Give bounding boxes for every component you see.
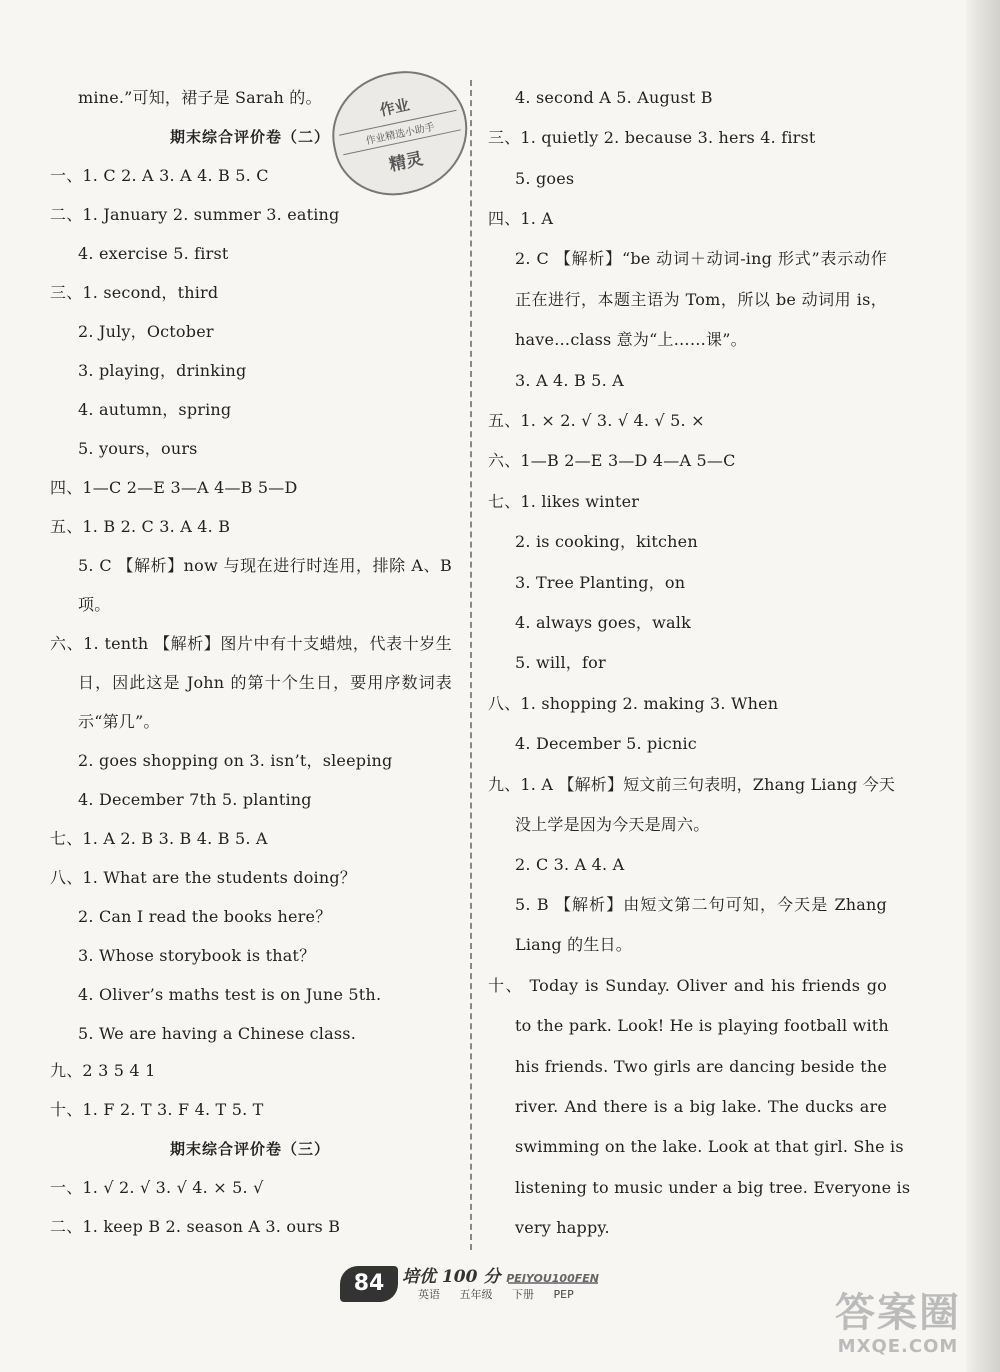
answer-line: 5. yours，ours <box>78 439 198 458</box>
stamp-line-3: 精灵 <box>387 149 425 176</box>
answer-line: 2. is cooking，kitchen <box>515 532 698 551</box>
answer-line: 4. December 5. picnic <box>515 734 697 753</box>
answer-line: 4. always goes，walk <box>515 613 691 632</box>
answer-line: 5. goes <box>515 169 575 188</box>
answer-line: 二、1. keep B 2. season A 3. ours B <box>50 1217 341 1236</box>
stamp-line-2: 作业精选小助手 <box>339 110 461 155</box>
answer-line: 四、1. A <box>488 209 554 228</box>
answer-line: 2. Can I read the books here？ <box>78 907 332 926</box>
answer-line: 5. We are having a Chinese class. <box>78 1024 356 1043</box>
book-info <box>418 1286 590 1302</box>
answer-line: 三、1. second，third <box>50 283 219 302</box>
column-divider <box>470 80 472 1250</box>
answer-line: 七、1. likes winter <box>488 492 640 511</box>
answer-line: 3. A 4. B 5. A <box>515 371 624 390</box>
answer-line: 4. December 7th 5. planting <box>78 790 312 809</box>
answer-line: 4. exercise 5. first <box>78 244 229 263</box>
grade-label: 五年级 <box>459 1288 493 1301</box>
answer-line: 项。 <box>78 595 111 614</box>
answer-line: 十、 Today is Sunday. Oliver and his friends go <box>488 976 887 995</box>
page-edge-shadow <box>966 0 1000 1372</box>
answer-line: 5. will，for <box>515 653 606 672</box>
answer-line: very happy. <box>515 1218 610 1237</box>
answer-line: 六、1. tenth 【解析】图片中有十支蜡烛，代表十岁生 <box>50 634 452 653</box>
brand-arrow-icon <box>508 1282 598 1284</box>
answer-line: 八、1. shopping 2. making 3. When <box>488 694 779 713</box>
answer-line: 2. C 3. A 4. A <box>515 855 625 874</box>
answer-line: Liang 的生日。 <box>515 935 632 954</box>
answer-line: 九、2 3 5 4 1 <box>50 1061 156 1080</box>
brand-name: 培优 100 分 <box>402 1267 501 1287</box>
answer-line: river. And there is a big lake. The ducks are <box>515 1097 887 1116</box>
answer-line: to the park. Look! He is playing football with <box>515 1016 889 1035</box>
answer-line: 四、1—C 2—E 3—A 4—B 5—D <box>50 478 298 497</box>
brand-latin: PEIYOU100FEN <box>506 1272 599 1285</box>
edition-label: PEP <box>553 1288 574 1301</box>
answer-line: 3. Tree Planting，on <box>515 573 686 592</box>
section-heading: 期末综合评价卷（二） <box>170 128 331 146</box>
answer-line: 日，因此这是 John 的第十个生日，要用序数词表 <box>78 673 452 692</box>
answer-line: 六、1—B 2—E 3—D 4—A 5—C <box>488 451 736 470</box>
answer-line: mine.”可知，裙子是 Sarah 的。 <box>78 88 322 107</box>
answer-line: 4. Oliver’s maths test is on June 5th. <box>78 985 382 1004</box>
answer-line: 没上学是因为今天是周六。 <box>515 815 710 834</box>
answer-line: have…class 意为“上……课”。 <box>515 330 747 349</box>
stamp-line-1: 作业 <box>378 95 412 120</box>
answer-line: 4. second A 5. August B <box>515 88 713 107</box>
answer-line: 3. playing，drinking <box>78 361 247 380</box>
watermark-title: 答案圈 <box>835 1290 961 1336</box>
answer-line: listening to music under a big tree. Everyone is <box>515 1178 911 1197</box>
volume-label: 下册 <box>512 1288 534 1301</box>
answer-line: 一、1. C 2. A 3. A 4. B 5. C <box>50 166 269 185</box>
answer-line: 十、1. F 2. T 3. F 4. T 5. T <box>50 1100 264 1119</box>
answer-line: 5. C 【解析】now 与现在进行时连用，排除 A、B <box>78 556 452 575</box>
answer-line: 正在进行，本题主语为 Tom，所以 be 动词用 is， <box>515 290 887 309</box>
section-heading: 期末综合评价卷（三） <box>170 1140 331 1158</box>
answer-line: 八、1. What are the students doing？ <box>50 868 357 887</box>
watermark <box>818 1290 978 1366</box>
stamp-seal <box>321 59 479 207</box>
answer-line: his friends. Two girls are dancing beside the <box>515 1057 887 1076</box>
answer-line: 2. C 【解析】“be 动词＋动词-ing 形式”表示动作 <box>515 249 887 268</box>
answer-line: 4. autumn，spring <box>78 400 232 419</box>
page-number: 84 <box>340 1266 398 1302</box>
answer-line: 5. B 【解析】由短文第二句可知，今天是 Zhang <box>515 895 887 914</box>
answer-line: 三、1. quietly 2. because 3. hers 4. first <box>488 128 816 147</box>
answer-line: 九、1. A 【解析】短文前三句表明，Zhang Liang 今天 <box>488 775 896 794</box>
answer-line: 七、1. A 2. B 3. B 4. B 5. A <box>50 829 268 848</box>
watermark-url: MXQE.COM <box>837 1336 959 1357</box>
answer-line: 五、1. × 2. √ 3. √ 4. √ 5. × <box>488 411 705 430</box>
answer-line: 2. goes shopping on 3. isn’t，sleeping <box>78 751 393 770</box>
answer-line: 二、1. January 2. summer 3. eating <box>50 205 340 224</box>
answer-line: 示“第几”。 <box>78 712 160 731</box>
subject-label: 英语 <box>418 1288 440 1301</box>
answer-line: 五、1. B 2. C 3. A 4. B <box>50 517 231 536</box>
answer-line: 3. Whose storybook is that？ <box>78 946 316 965</box>
answer-line: swimming on the lake. Look at that girl. She is <box>515 1137 904 1156</box>
answer-line: 2. July，October <box>78 322 214 341</box>
answer-line: 一、1. √ 2. √ 3. √ 4. × 5. √ <box>50 1178 264 1197</box>
page-footer <box>340 1258 660 1318</box>
